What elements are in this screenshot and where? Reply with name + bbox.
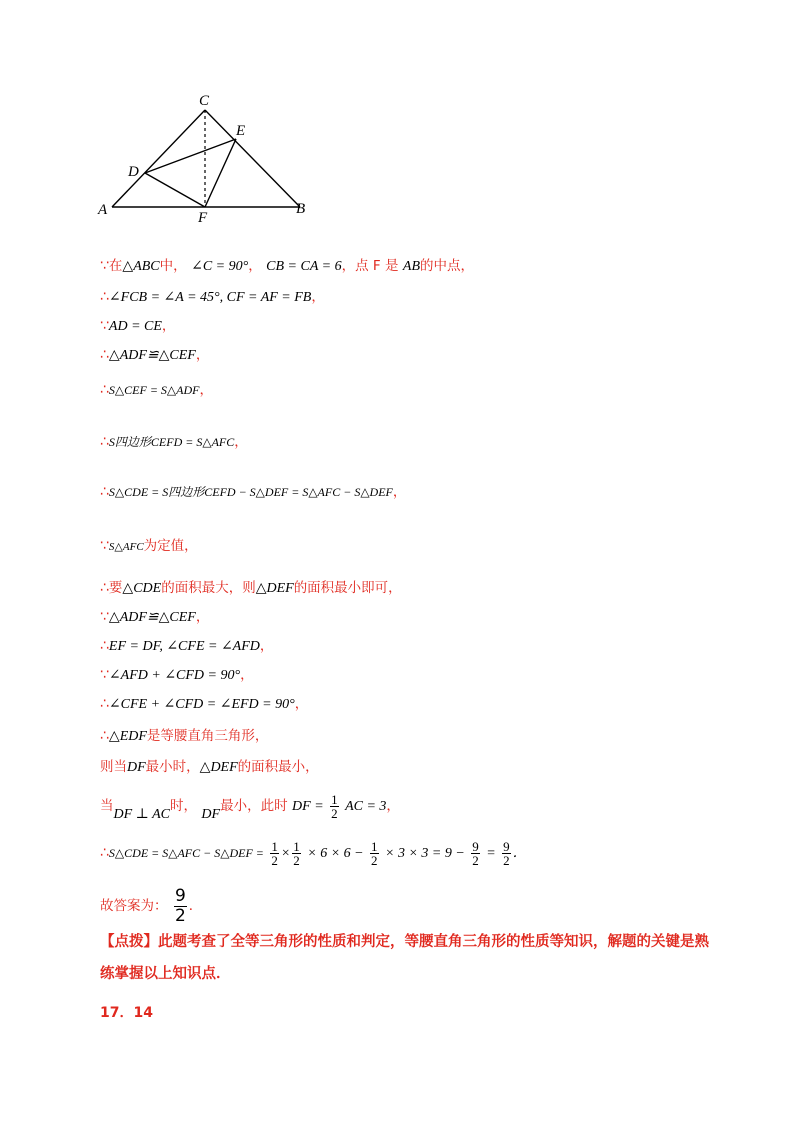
fraction-one-half: $\frac{1}{2}$ [331, 791, 338, 821]
solution-line-1: ∵在△ABC中， ∠C = 90°， CB = CA = 6，点 F 是 AB的中点， [100, 258, 475, 274]
label-d: D [128, 164, 139, 180]
solution-line-3: ∵AD = CE， [100, 318, 176, 334]
next-question-number: 17．14 [100, 1005, 153, 1021]
fraction-4: $\frac{9}{2}$ [472, 838, 479, 868]
solution-line-15: 则当DF最小时，△DEF的面积最小， [100, 759, 319, 775]
solution-line-14: ∴△EDF是等腰直角三角形， [100, 728, 269, 744]
segment-ac [112, 110, 205, 207]
fraction-5: $\frac{9}{2}$ [503, 838, 510, 868]
solution-line-10: ∵△ADF≌△CEF， [100, 609, 210, 625]
fraction-1: $\frac{1}{2}$ [271, 838, 278, 868]
label-a: A [98, 202, 108, 218]
solution-line-6: ∴S四边形CEFD = S△AFC， [100, 434, 248, 450]
solution-line-16: 当DF ⊥ AC时， DF最小，此时 DF = $\frac{1}{2}$ AC = 3， [100, 791, 400, 822]
label-b: B [296, 201, 306, 217]
answer-fraction: $\frac{9}{2}$ [174, 885, 186, 926]
label-c: C [199, 93, 210, 109]
label-f: F [198, 210, 208, 226]
solution-line-12: ∵∠AFD + ∠CFD = 90°， [100, 667, 254, 683]
segment-df [145, 173, 205, 207]
segment-cb [205, 110, 300, 207]
solution-line-9: ∴要△CDE的面积最大，则△DEF的面积最小即可， [100, 580, 402, 596]
solution-line-8: ∵S△AFC为定值， [100, 538, 198, 554]
comment-paragraph: 【点拨】此题考查了全等三角形的性质和判定，等腰直角三角形的性质等知识，解题的关键是熟练掌握以上知识点． [100, 934, 709, 982]
solution-line-11: ∴EF = DF, ∠CFE = ∠AFD， [100, 638, 274, 654]
solution-line-13: ∴∠CFE + ∠CFD = ∠EFD = 90°， [100, 696, 309, 712]
fraction-3: $\frac{1}{2}$ [371, 838, 378, 868]
fraction-2: $\frac{1}{2}$ [293, 838, 300, 868]
solution-line-5: ∴S△CEF = S△ADF， [100, 382, 213, 398]
solution-line-4: ∴△ADF≌△CEF， [100, 347, 210, 363]
answer-line: 故答案为： $\frac{9}{2}$ ． [100, 885, 203, 926]
solution-line-17: ∴S△CDE = S△AFC − S△DEF = $\frac{1}{2}$ × $\frac{1}{2}$ × 6 × 6 − $\frac{1}{2}$ × 3 × 3 = 9 − $\frac{9}{2}$ = $\frac{9}{2}$ ． [100, 838, 527, 868]
solution-line-7: ∴S△CDE = S四边形CEFD − S△DEF = S△AFC − S△DEF， [100, 484, 407, 500]
label-e: E [236, 123, 246, 139]
triangle-figure [90, 88, 330, 228]
solution-line-2: ∴∠FCB = ∠A = 45°, CF = AF = FB， [100, 289, 325, 305]
